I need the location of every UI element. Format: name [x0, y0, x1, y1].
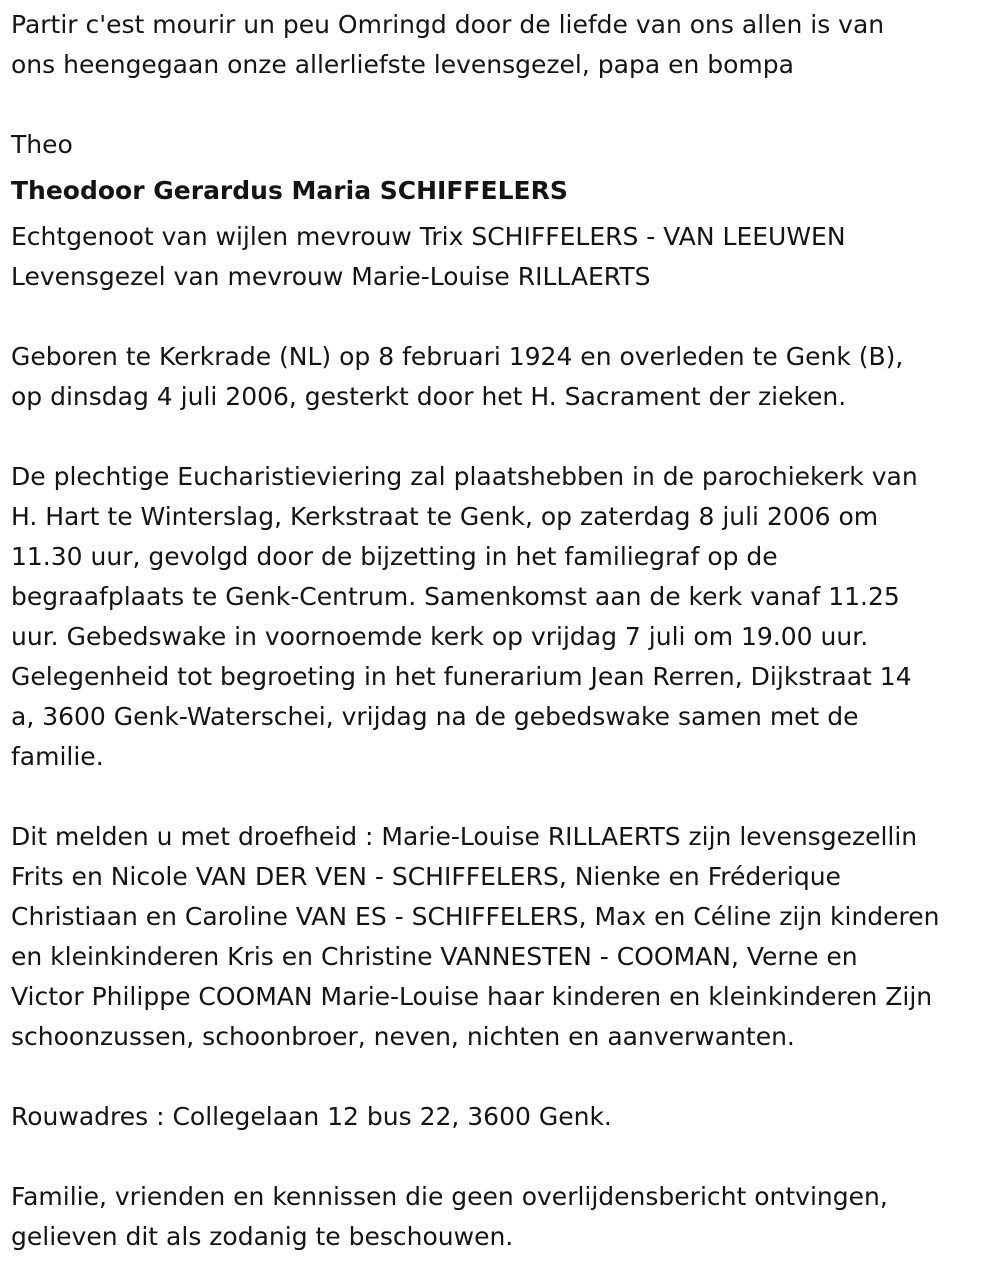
- obituary-notice: [11, 5, 991, 1257]
- ceremony-line: De plechtige Eucharistieviering zal plaatshebben in de parochiekerk van: [11, 462, 918, 491]
- closing-paragraph: [11, 1177, 991, 1257]
- birth-death-line: op dinsdag 4 juli 2006, gesterkt door het H. Sacrament der zieken.: [11, 382, 847, 411]
- announcement-line: Frits en Nicole VAN DER VEN - SCHIFFELERS, Nienke en Fréderique: [11, 862, 841, 891]
- ceremony-line: H. Hart te Winterslag, Kerkstraat te Genk, op zaterdag 8 juli 2006 om: [11, 502, 879, 531]
- relations-paragraph: [11, 217, 991, 297]
- ceremony-line: uur. Gebedswake in voornoemde kerk op vrijdag 7 juli om 19.00 uur.: [11, 622, 869, 651]
- birth-death-line: Geboren te Kerkrade (NL) op 8 februari 1924 en overleden te Genk (B),: [11, 342, 904, 371]
- ceremony-line: 11.30 uur, gevolgd door de bijzetting in het familiegraf op de: [11, 542, 778, 571]
- birth-death-paragraph: [11, 337, 991, 417]
- announcement-line: en kleinkinderen Kris en Christine VANNESTEN - COOMAN, Verne en: [11, 942, 858, 971]
- announcement-line: schoonzussen, schoonbroer, neven, nichten en aanverwanten.: [11, 1022, 795, 1051]
- ceremony-paragraph: [11, 457, 991, 777]
- ceremony-line: Gelegenheid tot begroeting in het funerarium Jean Rerren, Dijkstraat 14: [11, 662, 912, 691]
- intro-line: ons heengegaan onze allerliefste levensgezel, papa en bompa: [11, 50, 794, 79]
- announcement-line: Christiaan en Caroline VAN ES - SCHIFFELERS, Max en Céline zijn kinderen: [11, 902, 940, 931]
- deceased-full-name: Theodoor Gerardus Maria SCHIFFELERS: [11, 176, 568, 205]
- announcement-line: Dit melden u met droefheid : Marie-Louise RILLAERTS zijn levensgezellin: [11, 822, 918, 851]
- nickname: Theo: [11, 130, 73, 159]
- ceremony-line: a, 3600 Genk-Waterschei, vrijdag na de gebedswake samen met de: [11, 702, 859, 731]
- ceremony-line: familie.: [11, 742, 104, 771]
- intro-line: Partir c'est mourir un peu Omringd door de liefde van ons allen is van: [11, 10, 885, 39]
- mourning-address: Rouwadres : Collegelaan 12 bus 22, 3600 Genk.: [11, 1102, 612, 1131]
- announcement-paragraph: [11, 817, 991, 1057]
- intro-paragraph: [11, 5, 991, 85]
- relation-line: Echtgenoot van wijlen mevrouw Trix SCHIFFELERS - VAN LEEUWEN: [11, 222, 846, 251]
- announcement-line: Victor Philippe COOMAN Marie-Louise haar kinderen en kleinkinderen Zijn: [11, 982, 933, 1011]
- closing-line: gelieven dit als zodanig te beschouwen.: [11, 1222, 514, 1251]
- ceremony-line: begraafplaats te Genk-Centrum. Samenkomst aan de kerk vanaf 11.25: [11, 582, 900, 611]
- relation-line: Levensgezel van mevrouw Marie-Louise RILLAERTS: [11, 262, 651, 291]
- closing-line: Familie, vrienden en kennissen die geen overlijdensbericht ontvingen,: [11, 1182, 888, 1211]
